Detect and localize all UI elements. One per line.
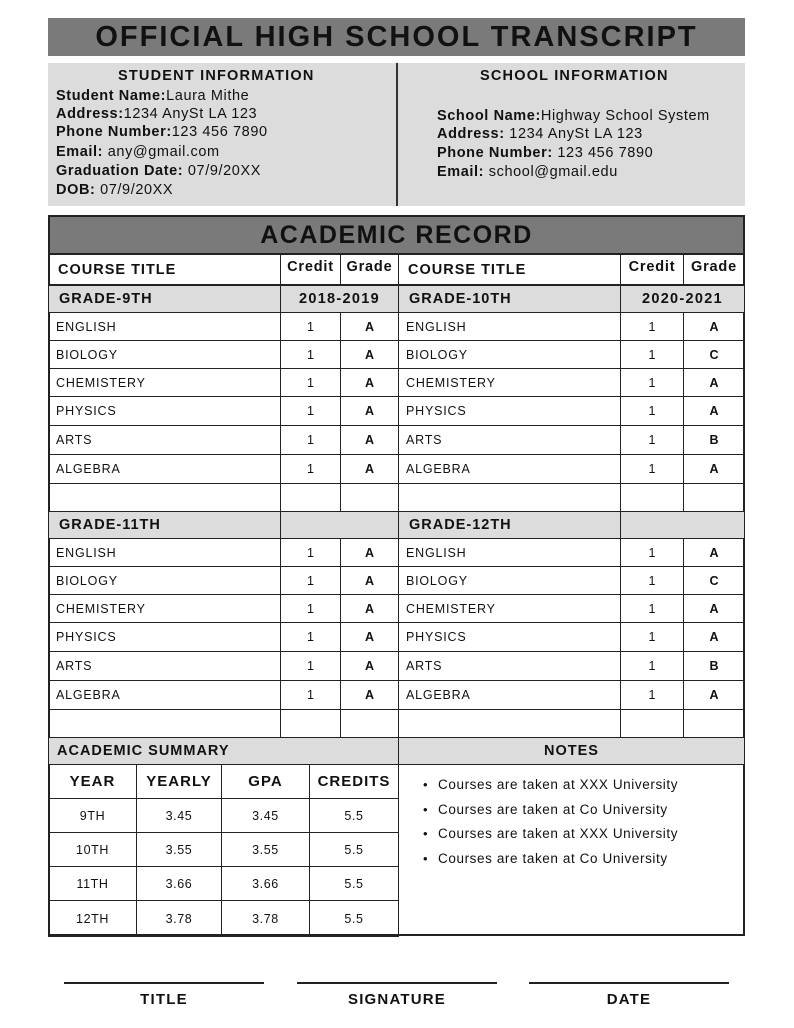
course-title: BIOLOGY bbox=[398, 566, 621, 595]
empty-course-row bbox=[398, 483, 621, 512]
summary-col-header: YEARLY bbox=[136, 764, 222, 799]
course-grade: A bbox=[340, 396, 399, 426]
course-title: ARTS bbox=[398, 425, 621, 455]
course-title: ENGLISH bbox=[398, 312, 621, 341]
student-address-line bbox=[56, 106, 257, 122]
course-grade: A bbox=[340, 680, 399, 710]
course-grade: A bbox=[340, 538, 399, 567]
student-address: 1234 AnySt LA 123 bbox=[123, 106, 258, 122]
course-credit: 1 bbox=[280, 454, 341, 484]
grade-level-header: GRADE-10TH bbox=[398, 285, 621, 313]
student-phone: 123 456 7890 bbox=[171, 124, 268, 140]
dob-line bbox=[56, 182, 173, 198]
dob: 07/9/20XX bbox=[95, 182, 174, 198]
school-address: 1234 AnySt LA 123 bbox=[504, 126, 643, 142]
summary-cell-year: 10TH bbox=[48, 832, 137, 867]
course-credit: 1 bbox=[280, 340, 341, 369]
grade-level-header: GRADE-11TH bbox=[48, 511, 281, 539]
empty-credit-cell bbox=[280, 483, 341, 512]
student-email-label: Email: bbox=[56, 144, 104, 160]
school-email: school@gmail.edu bbox=[484, 164, 618, 180]
course-grade: A bbox=[683, 312, 745, 341]
course-credit: 1 bbox=[280, 622, 341, 652]
summary-cell-gpa: 3.45 bbox=[221, 798, 310, 833]
course-credit: 1 bbox=[620, 651, 684, 681]
course-grade: A bbox=[683, 368, 745, 397]
info-panel bbox=[48, 63, 745, 206]
course-grade: A bbox=[683, 622, 745, 652]
course-title: ALGEBRA bbox=[398, 454, 621, 484]
academic-summary-heading: ACADEMIC SUMMARY bbox=[48, 737, 399, 765]
summary-cell-yearly: 3.78 bbox=[136, 900, 222, 937]
summary-cell-year: 11TH bbox=[48, 866, 137, 901]
course-title: PHYSICS bbox=[398, 622, 621, 652]
summary-cell-gpa: 3.78 bbox=[221, 900, 310, 937]
course-title: ARTS bbox=[398, 651, 621, 681]
school-year: 2018-2019 bbox=[280, 285, 399, 313]
grade-level-header: GRADE-9TH bbox=[48, 285, 281, 313]
school-name-label: School Name: bbox=[437, 108, 541, 124]
signature-line bbox=[297, 982, 497, 984]
course-credit: 1 bbox=[280, 396, 341, 426]
student-name: Laura Mithe bbox=[166, 88, 250, 104]
note-item: • Courses are taken at Co University bbox=[414, 802, 678, 827]
course-grade: A bbox=[340, 425, 399, 455]
course-title: BIOLOGY bbox=[48, 340, 281, 369]
col-header-grade: Grade bbox=[340, 253, 399, 285]
signature-label: SIGNATURE bbox=[347, 991, 447, 1008]
summary-cell-credits: 5.5 bbox=[309, 832, 399, 867]
course-credit: 1 bbox=[280, 425, 341, 455]
summary-col-header: GPA bbox=[221, 764, 310, 799]
course-credit: 1 bbox=[620, 454, 684, 484]
course-credit: 1 bbox=[620, 566, 684, 595]
date-line bbox=[529, 982, 729, 984]
empty-grade-cell bbox=[340, 709, 399, 738]
course-title: ALGEBRA bbox=[48, 680, 281, 710]
course-grade: A bbox=[340, 454, 399, 484]
summary-cell-yearly: 3.66 bbox=[136, 866, 222, 901]
school-phone-line bbox=[437, 145, 653, 161]
course-title: PHYSICS bbox=[398, 396, 621, 426]
course-grade: A bbox=[340, 566, 399, 595]
graduation-date: 07/9/20XX bbox=[183, 163, 261, 179]
course-title: CHEMISTERY bbox=[398, 368, 621, 397]
school-email-label: Email: bbox=[437, 164, 485, 180]
note-item: • Courses are taken at XXX University bbox=[414, 826, 678, 851]
summary-cell-year: 12TH bbox=[48, 900, 137, 937]
course-grade: A bbox=[340, 312, 399, 341]
col-header-course: COURSE TITLE bbox=[48, 253, 281, 285]
course-grade: C bbox=[683, 340, 745, 369]
summary-cell-credits: 5.5 bbox=[309, 866, 399, 901]
course-grade: B bbox=[683, 425, 745, 455]
course-grade: A bbox=[683, 538, 745, 567]
summary-cell-gpa: 3.55 bbox=[221, 832, 310, 867]
course-grade: A bbox=[340, 622, 399, 652]
student-info-heading: STUDENT INFORMATION bbox=[118, 68, 315, 84]
course-title: PHYSICS bbox=[48, 622, 281, 652]
note-item: • Courses are taken at XXX University bbox=[414, 777, 678, 802]
course-credit: 1 bbox=[280, 538, 341, 567]
summary-cell-credits: 5.5 bbox=[309, 798, 399, 833]
course-title: ARTS bbox=[48, 651, 281, 681]
empty-credit-cell bbox=[620, 483, 684, 512]
empty-course-row bbox=[48, 483, 281, 512]
school-name-line bbox=[437, 108, 710, 124]
course-grade: C bbox=[683, 566, 745, 595]
student-email: any@gmail.com bbox=[103, 144, 220, 160]
course-title: ALGEBRA bbox=[398, 680, 621, 710]
summary-cell-yearly: 3.55 bbox=[136, 832, 222, 867]
course-credit: 1 bbox=[280, 680, 341, 710]
col-header-credit: Credit bbox=[620, 253, 684, 285]
course-grade: A bbox=[683, 454, 745, 484]
student-name-line bbox=[56, 88, 249, 104]
course-title: BIOLOGY bbox=[48, 566, 281, 595]
course-credit: 1 bbox=[620, 622, 684, 652]
student-address-label: Address: bbox=[56, 106, 124, 122]
course-credit: 1 bbox=[620, 396, 684, 426]
course-credit: 1 bbox=[280, 566, 341, 595]
summary-col-header: YEAR bbox=[48, 764, 137, 799]
col-header-grade: Grade bbox=[683, 253, 745, 285]
col-header-credit: Credit bbox=[280, 253, 341, 285]
course-grade: A bbox=[683, 594, 745, 623]
course-credit: 1 bbox=[620, 340, 684, 369]
summary-cell-yearly: 3.45 bbox=[136, 798, 222, 833]
academic-record-title: ACADEMIC RECORD bbox=[50, 217, 743, 255]
school-year bbox=[620, 511, 745, 539]
summary-cell-credits: 5.5 bbox=[309, 900, 399, 937]
course-credit: 1 bbox=[620, 368, 684, 397]
empty-grade-cell bbox=[683, 709, 745, 738]
school-name: Highway School System bbox=[540, 108, 710, 124]
course-grade: A bbox=[340, 594, 399, 623]
course-grade: A bbox=[683, 680, 745, 710]
school-info-heading: SCHOOL INFORMATION bbox=[480, 68, 669, 84]
empty-course-row bbox=[398, 709, 621, 738]
note-item: • Courses are taken at Co University bbox=[414, 851, 678, 876]
course-title: CHEMISTERY bbox=[48, 594, 281, 623]
school-address-label: Address: bbox=[437, 126, 505, 142]
graduation-date-label: Graduation Date: bbox=[56, 163, 184, 179]
course-credit: 1 bbox=[280, 651, 341, 681]
course-grade: A bbox=[340, 651, 399, 681]
course-credit: 1 bbox=[280, 312, 341, 341]
course-grade: B bbox=[683, 651, 745, 681]
notes-list bbox=[414, 777, 678, 875]
title-line bbox=[64, 982, 264, 984]
course-grade: A bbox=[683, 396, 745, 426]
school-address-line bbox=[437, 126, 643, 142]
grade-level-header: GRADE-12TH bbox=[398, 511, 621, 539]
notes-heading: NOTES bbox=[398, 737, 745, 765]
course-title: ENGLISH bbox=[48, 312, 281, 341]
dob-label: DOB: bbox=[56, 182, 96, 198]
student-name-label: Student Name: bbox=[56, 88, 167, 104]
course-grade: A bbox=[340, 340, 399, 369]
course-credit: 1 bbox=[620, 680, 684, 710]
school-phone: 123 456 7890 bbox=[552, 145, 654, 161]
course-credit: 1 bbox=[620, 425, 684, 455]
course-title: PHYSICS bbox=[48, 396, 281, 426]
course-title: CHEMISTERY bbox=[398, 594, 621, 623]
summary-cell-year: 9TH bbox=[48, 798, 137, 833]
school-year bbox=[280, 511, 399, 539]
student-phone-label: Phone Number: bbox=[56, 124, 172, 140]
course-credit: 1 bbox=[280, 368, 341, 397]
empty-course-row bbox=[48, 709, 281, 738]
course-grade: A bbox=[340, 368, 399, 397]
course-title: ENGLISH bbox=[48, 538, 281, 567]
course-title: ENGLISH bbox=[398, 538, 621, 567]
school-email-line bbox=[437, 164, 618, 180]
title-label: TITLE bbox=[140, 991, 188, 1008]
course-title: ALGEBRA bbox=[48, 454, 281, 484]
school-phone-label: Phone Number: bbox=[437, 145, 553, 161]
course-credit: 1 bbox=[620, 312, 684, 341]
empty-grade-cell bbox=[683, 483, 745, 512]
course-credit: 1 bbox=[280, 594, 341, 623]
empty-grade-cell bbox=[340, 483, 399, 512]
empty-credit-cell bbox=[620, 709, 684, 738]
student-phone-line bbox=[56, 124, 268, 140]
summary-cell-gpa: 3.66 bbox=[221, 866, 310, 901]
course-credit: 1 bbox=[620, 594, 684, 623]
course-title: ARTS bbox=[48, 425, 281, 455]
info-divider bbox=[396, 63, 398, 206]
school-year: 2020-2021 bbox=[620, 285, 745, 313]
graduation-date-line bbox=[56, 163, 261, 179]
course-credit: 1 bbox=[620, 538, 684, 567]
document-title: OFFICIAL HIGH SCHOOL TRANSCRIPT bbox=[48, 18, 745, 56]
course-title: CHEMISTERY bbox=[48, 368, 281, 397]
student-email-line bbox=[56, 144, 220, 160]
summary-col-header: CREDITS bbox=[309, 764, 399, 799]
date-label: DATE bbox=[606, 991, 652, 1008]
col-header-course: COURSE TITLE bbox=[398, 253, 621, 285]
course-title: BIOLOGY bbox=[398, 340, 621, 369]
empty-credit-cell bbox=[280, 709, 341, 738]
